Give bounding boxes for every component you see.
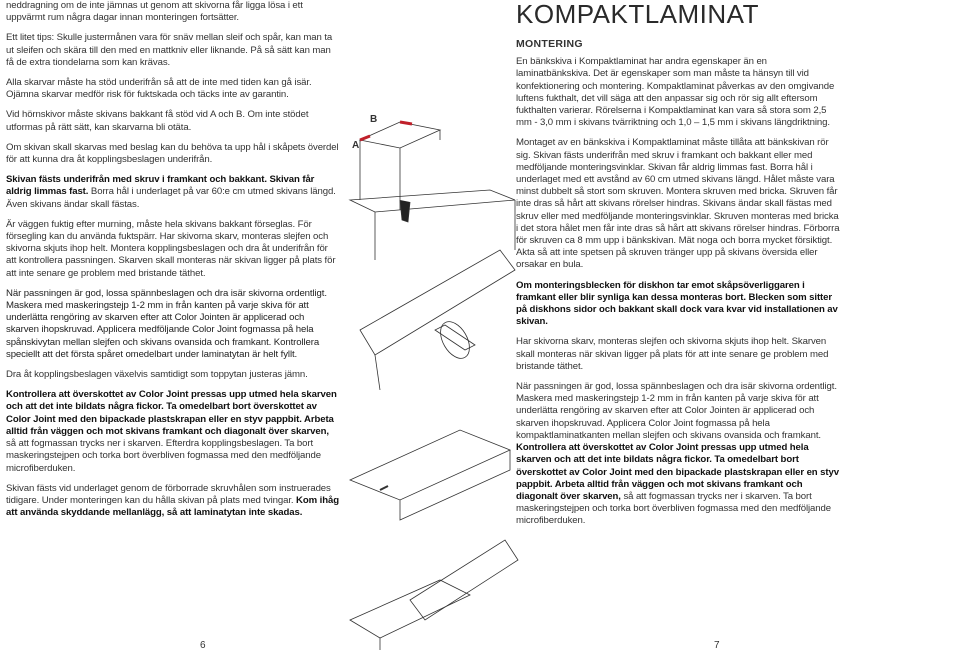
paragraph: Om skivan skall skarvas med beslag kan du behöva ta upp hål i skåpets överdel för att kunna dra åt kopplingsbeslagen underifrån. bbox=[6, 141, 339, 166]
glue-tube-drawing bbox=[360, 250, 515, 390]
page-number-left: 6 bbox=[200, 640, 206, 651]
text: så att fogmassan trycks ner i skarven. Ta bort maskeringstejpen och torka bort överbliven fogmassa med den medföljande microfiberduken. bbox=[516, 490, 832, 527]
joint-drawing bbox=[350, 430, 510, 520]
cabinet-drawing bbox=[350, 190, 515, 260]
page-number-right: 7 bbox=[714, 640, 720, 651]
paragraph bbox=[516, 381, 842, 527]
paragraph bbox=[6, 483, 339, 520]
glue-tube-2-drawing bbox=[350, 540, 518, 650]
bold-text: Skivan fästs underifrån med skruv i framkant och bakkant. Skivan får aldrig limmas fast. bbox=[6, 174, 315, 198]
text: så att fogmassan trycks ner i skarven. Efterdra kopplingsbeslagen. Ta bort maskeringstejpen och torka bort överbliven fogmassa med den medföljande microfiberduken. bbox=[6, 438, 322, 474]
paragraph: Om monteringsblecken för diskhon tar emot skåpsöverliggaren i framkant eller blir synliga kan dessa monteras bort. Blecken som sitter på diskhons sidor och bakkant skall dock vara kvar vid installationen av skivan. bbox=[516, 279, 838, 328]
bold-text: Kontrollera att överskottet av Color Joint pressas upp utmed hela skarven och att det inte bildats några fickor. Ta omedelbart bort överskottet av Color Joint med den bipackade plastskrapan eller en styv pappbit. Arbeta alltid från väggen och mot skivans framkant och diagonalt över skarven, bbox=[6, 389, 337, 437]
bold-text: Kom ihåg att använda skyddande mellanlägg, så att laminatytan inte skadas. bbox=[6, 494, 339, 519]
edge-b-marker bbox=[400, 122, 412, 124]
page-title: KOMPAKTLAMINAT bbox=[516, 0, 759, 29]
right-column bbox=[516, 0, 842, 536]
paragraph: Montaget av en bänkskiva i Kompaktlaminat måste tillåta att bänkskivan rör sig. Skivan fästs underifrån med skruv i framkant och bakkant eller med medföljande monteringsvinklar. Skivan får aldrig limmas fast. Borra hål i underlaget med ett avstånd av 60 cm utmed skivans längd. Hålet måste vara minst dubbelt så stort som skruven. Montera skruven med bricka. Skruven får inte dras så hårt att skivans rörelser hindras. Skivans ändar skall fästas med skruv eller med medföljande monteringsvinklar. Skruven monteras med bricka i det stora hålet men får inte dras så hårt att skivans rörelser hindras. Förborra för skruven ca 8 mm upp i bänkskivan. Mät noga och borra mycket försiktigt. Akta så att inte spetsen på skruven tränger upp på skivans översida eller orsakar en bula. bbox=[516, 137, 840, 271]
text: När passningen är god, lossa spännbeslagen och dra isär skivorna ordentligt. Maskera med maskeringstejp 1-2 mm in från kanten på varje skiva för att underlätta rengöring av skarven efter att Color Jointen är applicerad och skarven ihopskruvad. Applicera Color Joint fogmassa på hela kompaktlaminatkanten mellan slejfen och skivans ovansida och framkant. bbox=[516, 381, 837, 441]
text: Skivan fästs vid underlaget genom de förborrade skruvhålen som instruerades tidigare. Under monteringen kan du hålla skivan på plats med tvingar. bbox=[6, 482, 331, 506]
section-heading: MONTERING bbox=[516, 38, 583, 50]
tip-paragraph: Ett litet tips: Skulle justermånen vara för snäv mellan sleif och spår, kan man ta ut sleifen och skära till den med en mattkniv eller liknande. På så sätt kan man få de extra tiondelarna som kan krävas. bbox=[6, 32, 333, 68]
paragraph: neddragning om de inte jämnas ut genom att skivorna får ligga lösa i ett uppvärmt rum några dagar innan monteringen fortsätter. bbox=[6, 0, 303, 24]
paragraph bbox=[6, 389, 339, 474]
paragraph: Dra åt kopplingsbeslagen växelvis samtidigt som toppytan justeras jämn. bbox=[6, 369, 308, 381]
paragraph: När passningen är god, lossa spännbeslagen och dra isär skivorna ordentligt. Maskera med maskeringstejp 1-2 mm in från kanten på varje skiva för att underlätta rengöring av skarven efter att Color Jointen är applicerad och skarven ihopskruvad. Applicera medföljande Color Joint fogmassa på hela spånskivytan mellan slejfen och skivans ovansida och framkant. Kontrollera speciellt att det första spåret omedelbart under laminatytan är helt fyllt. bbox=[6, 287, 327, 360]
bold-text: Kontrollera att överskottet av Color Joint pressas upp utmed hela skarven och att det inte bildats några fickor. Ta omedelbart bort överskottet av Color Joint med den bipackade plastskrapan eller en styv pappbit. Arbeta alltid från väggen och mot skivans framkant och diagonalt över skarven, bbox=[516, 442, 839, 502]
paragraph bbox=[6, 174, 339, 211]
paragraph: En bänkskiva i Kompaktlaminat har andra egenskaper än en laminatbänkskiva. Det är egenskaper som man måste ta hänsyn till vid konfektionering och montering. Kompaktlaminat påverkas av den omgivande luftens fukthalt, det vill säga att den anpassar sig och rör sig allt eftersom fukthalten varierar. Rörelserna i Kompaktlaminat kan vara så stora som 2,5 mm - 3,0 mm i skivans tvärriktning och 1,0 – 1,5 mm i skivans längdriktning. bbox=[516, 56, 835, 129]
text: Borra hål i underlaget på var 60:e cm utmed skivans längd. Även skivans ändar skall fästas. bbox=[6, 186, 336, 210]
edge-a-marker bbox=[360, 136, 370, 140]
illustration-svg bbox=[340, 100, 520, 650]
left-column bbox=[6, 0, 339, 527]
paragraph: Vid hörnskivor måste skivans bakkant få stöd vid A och B. Om inte stödet utformas på rätt sätt, kan skarvarna bli otäta. bbox=[6, 109, 309, 133]
paragraph: Har skivorna skarv, monteras slejfen och skivorna skjuts ihop helt. Skarven skall monteras när skivan ligger på plats för att inte senare ge problem med bristande täthet. bbox=[516, 336, 829, 372]
installation-illustration bbox=[340, 100, 520, 650]
paragraph: Är väggen fuktig efter murning, måste hela skivans bakkant förseglas. För försegling kan du använda fuktspärr. Har skivorna skarv, monteras slejfen och skivorna skjuts ihop helt. Montera kopplingsbeslagen och dra åt underifrån för att kontrollera passningen. Skarven skall monteras när skivan ligger på plats för att inte senare ge problem med bristande täthet. bbox=[6, 218, 336, 279]
label-a: A bbox=[352, 140, 360, 151]
paragraph: Alla skarvar måste ha stöd underifrån så att de inte med tiden kan gå isär. Ojämna skarvar medför risk för fuktskada och täcks inte av garantin. bbox=[6, 77, 312, 101]
label-b: B bbox=[370, 114, 378, 125]
